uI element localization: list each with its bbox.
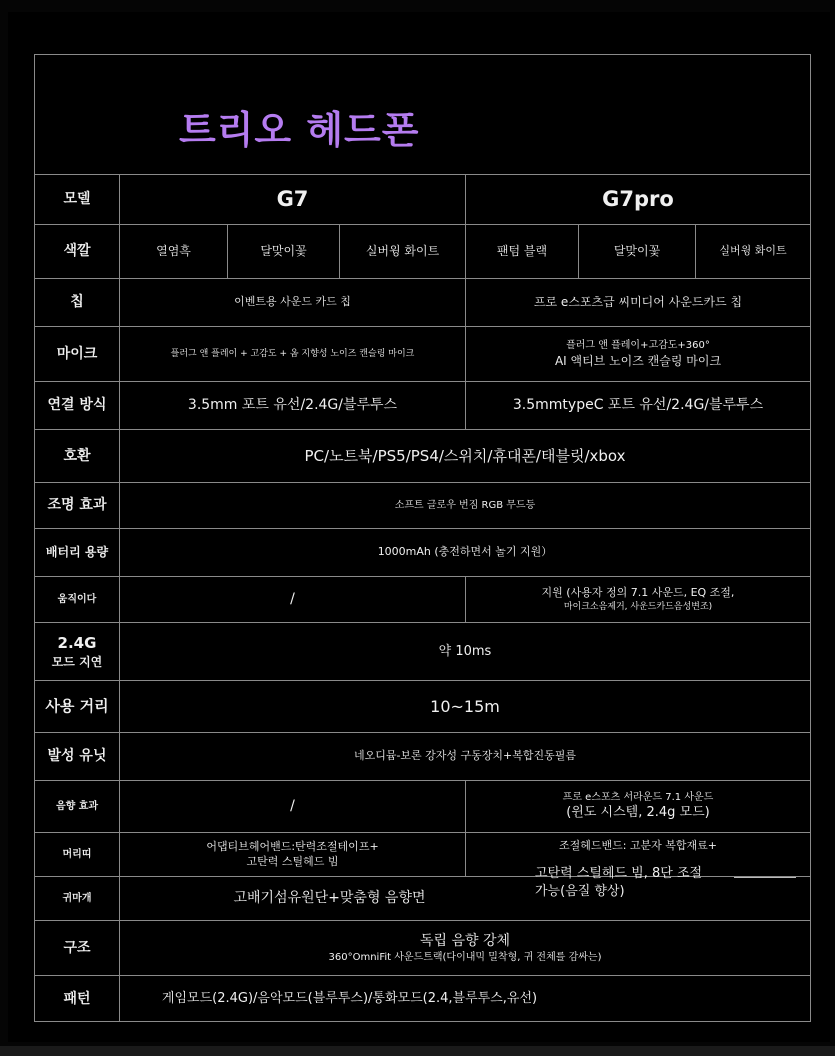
range-value: 10~15m <box>119 681 810 732</box>
row-connection <box>35 382 810 430</box>
row-battery <box>35 529 810 577</box>
stray-line <box>734 877 796 878</box>
row-color <box>35 225 810 279</box>
row-range <box>35 681 810 733</box>
earcup-overflow-text <box>535 865 755 920</box>
bottom-edge-bar <box>0 1046 835 1056</box>
mic-g7: 플러그 앤 플레이 + 고감도 + 옴 지향성 노이즈 캔슬링 마이크 <box>119 327 465 381</box>
row-label: 조명 효과 <box>47 497 107 514</box>
row-label: 색깔 <box>63 243 91 260</box>
row-label: 배터리 용량 <box>45 545 109 560</box>
row-label: 패턴 <box>63 990 91 1007</box>
row-label: 호환 <box>63 447 91 464</box>
battery-value: 1000mAh (충전하면서 놀기 지원） <box>119 529 810 576</box>
color-cell: 실버윙 화이트 <box>339 225 465 278</box>
row-label: 귀마개 <box>62 892 92 904</box>
earcup-line: 고탄력 스틸헤드 빔, 8단 조절 <box>535 866 703 881</box>
latency-value: 약 10ms <box>119 623 810 680</box>
color-cell: 달맞이꽃 <box>227 225 339 278</box>
row-driver <box>35 733 810 781</box>
row-label-line: 모드 지연 <box>51 654 103 669</box>
model-g7: G7 <box>119 175 465 224</box>
headband-line: 어댑티브헤어밴드:탄력조절테이프+ <box>206 839 379 853</box>
row-lighting <box>35 483 810 529</box>
row-label: 연결 방식 <box>47 397 107 414</box>
row-latency <box>35 623 810 681</box>
title-box <box>35 55 810 175</box>
row-label: 발성 유닛 <box>47 748 107 765</box>
earcup-line: 가능(음질 향상) <box>535 883 625 899</box>
headband-g7pro: 조절헤드밴드: 고분자 복합재료+ <box>465 833 810 876</box>
row-label-line: 2.4G <box>57 634 97 653</box>
sound-effect-line: 프로 e스포츠 서라운드 7.1 사운드 <box>562 791 714 803</box>
pattern-value: 게임모드(2.4G)/음악모드(블루투스)/통화모드(2.4,블루투스,유선) <box>119 976 579 1022</box>
compat-value: PC/노트북/PS5/PS4/스위치/휴대폰/태블릿/xbox <box>119 430 810 482</box>
color-cell: 팬텀 블랙 <box>465 225 578 278</box>
model-g7pro: G7pro <box>465 175 810 224</box>
color-cell: 실버윙 화이트 <box>695 225 810 278</box>
lighting-value: 소프트 글로우 번짐 RGB 무드등 <box>119 483 810 528</box>
chip-g7pro: 프로 e스포츠급 씨미디어 사운드카드 칩 <box>465 279 810 326</box>
row-label: 움직이다 <box>57 593 97 605</box>
row-movement <box>35 577 810 623</box>
row-label <box>35 623 119 680</box>
row-label: 칩 <box>70 294 84 311</box>
row-label: 사용 거리 <box>45 697 109 716</box>
row-label: 모델 <box>63 191 91 208</box>
sound-effect-g7pro <box>465 781 810 832</box>
row-compat <box>35 430 810 483</box>
headband-line: 고탄력 스틸헤드 빔 <box>246 854 339 868</box>
sound-effect-g7: / <box>119 781 465 832</box>
row-label: 음향 효과 <box>55 800 99 812</box>
row-structure <box>35 921 810 976</box>
spec-sheet <box>34 54 811 1022</box>
row-label: 머리띠 <box>62 848 92 860</box>
driver-value: 네오디뮴-보론 강자성 구동장치+복합진동필름 <box>119 733 810 780</box>
row-label: 마이크 <box>56 345 98 362</box>
mic-line: AI 액티브 노이즈 캔슬링 마이크 <box>554 353 722 368</box>
headband-g7 <box>119 833 465 876</box>
structure-value <box>119 921 810 975</box>
structure-line: 360°OmniFit 사운드트랙(다이내믹 밀착형, 귀 전체를 감싸는) <box>328 951 602 963</box>
mic-g7pro <box>465 327 810 381</box>
movement-g7pro <box>465 577 810 622</box>
movement-line: 지원 (사용자 정의 7.1 사운드, EQ 조절, <box>541 586 735 599</box>
color-cell: 달맞이꽃 <box>578 225 695 278</box>
row-earcup <box>35 866 810 921</box>
connection-g7: 3.5mm 포트 유선/2.4G/블루투스 <box>119 382 465 429</box>
mic-line: 플러그 앤 플레이+고감도+360° <box>566 340 710 352</box>
sound-effect-line: (윈도 시스템, 2.4g 모드) <box>566 805 710 821</box>
page-title: 트리오 헤드폰 <box>179 108 420 152</box>
row-pattern <box>35 976 810 1022</box>
earcup-value: 고배기섬유원단+맞춤형 음향면 <box>119 877 539 920</box>
row-model <box>35 175 810 225</box>
movement-g7: / <box>119 577 465 622</box>
connection-g7pro: 3.5mmtypeC 포트 유선/2.4G/블루투스 <box>465 382 810 429</box>
chip-g7: 이벤트용 사운드 카드 칩 <box>119 279 465 326</box>
structure-line: 독립 음향 강체 <box>419 932 511 949</box>
movement-line: 마이크소음제거, 사운드카드음성변조) <box>563 601 713 612</box>
row-label: 구조 <box>63 939 91 956</box>
row-mic <box>35 327 810 382</box>
color-cell: 열염흑 <box>119 225 227 278</box>
row-sound-effect <box>35 781 810 833</box>
row-chip <box>35 279 810 327</box>
